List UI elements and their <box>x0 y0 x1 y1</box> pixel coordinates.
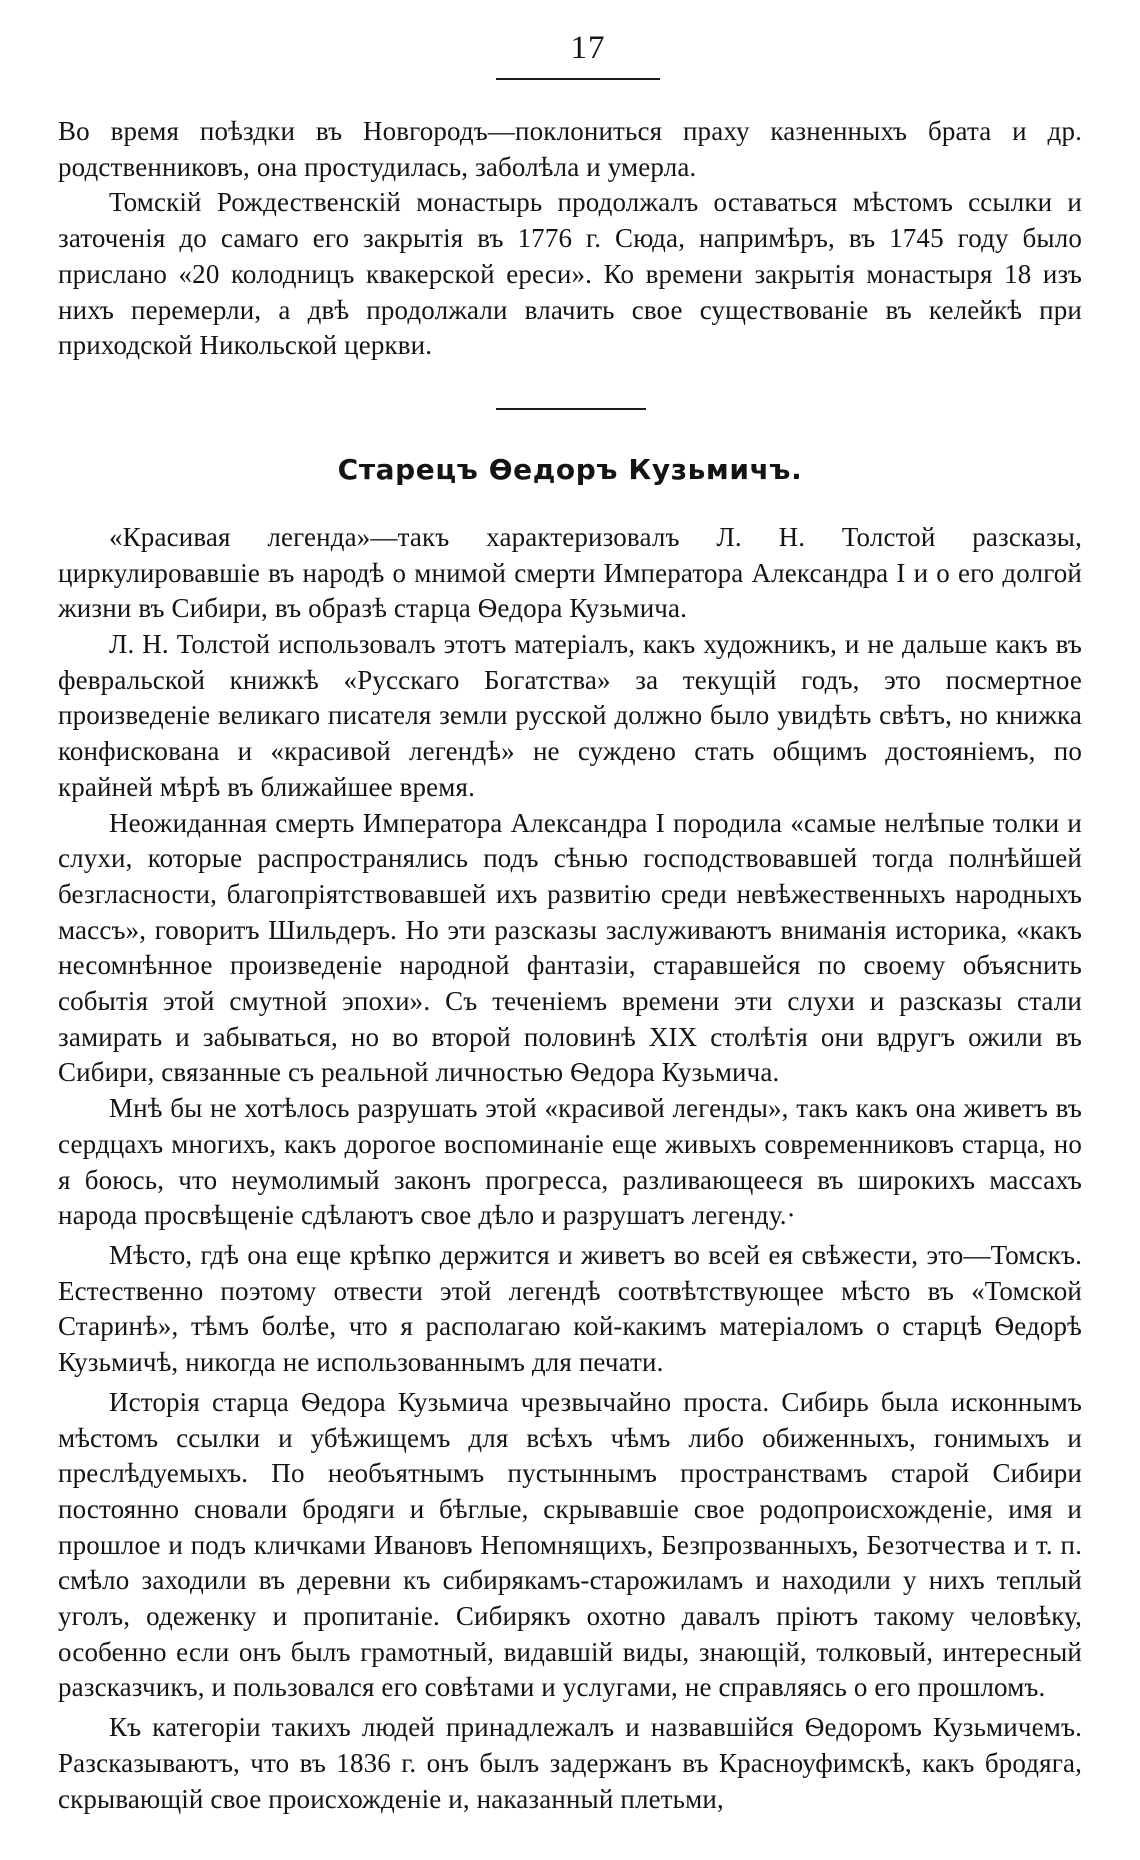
page-number: 17 <box>570 30 606 66</box>
paragraph: Л. Н. Толстой использовалъ этотъ матеріалъ, какъ художникъ, и не дальше какъ въ февральской книжкѣ «Русскаго Богатства» за текущій годъ, это посмертное произведеніе великаго писателя земли русской должно было увидѣть свѣтъ, но книжка конфискована и «красивой легендѣ» не суждено стать общимъ достояніемъ, по крайней мѣрѣ въ ближайшее время. <box>58 629 1082 802</box>
section-divider <box>496 408 646 410</box>
paragraph: Мѣсто, гдѣ она еще крѣпко держится и живетъ во всей ея свѣжести, это—Томскъ. Естественно поэтому отвести этой легендѣ соотвѣтствующее мѣсто въ «Томской Старинѣ», тѣмъ болѣе, что я располагаю кой-какимъ матеріаломъ о старцѣ Ѳедорѣ Кузьмичѣ, никогда не использованнымъ для печати. <box>58 1239 1082 1378</box>
paragraph: Къ категоріи такихъ людей принадлежалъ и назвавшійся Ѳедоромъ Кузьмичемъ. Разсказываютъ, что въ 1836 г. онъ былъ задержанъ въ Красноуфимскѣ, какъ бродяга, скрывающій свое происхожденіе и, наказанный плетьми, <box>58 1712 1082 1814</box>
paragraph: «Красивая легенда»—такъ характеризовалъ Л. Н. Толстой разсказы, циркулировавшіе въ народѣ о мнимой смерти Императора Александра I и о его долгой жизни въ Сибири, въ образѣ старца Ѳедора Кузьмича. <box>58 521 1082 624</box>
intro-block <box>58 114 1082 364</box>
document-page <box>58 26 1082 1817</box>
paragraph: Мнѣ бы не хотѣлось разрушать этой «красивой легенды», такъ какъ она живетъ въ сердцахъ многихъ, какъ дорогое воспоминаніе еще живыхъ современниковъ старца, но я боюсь, что неумолимый законъ прогресса, разливающееся въ широкихъ массахъ народа просвѣщеніе сдѣлаютъ свое дѣло и разрушатъ легенду.· <box>58 1093 1082 1231</box>
header-rule <box>496 78 660 80</box>
paragraph: Во время поѣздки въ Новгородъ—поклониться праху казненныхъ брата и др. родственниковъ, она простудилась, заболѣла и умерла. <box>58 116 1082 182</box>
section-title: Старецъ Ѳедоръ Кузьмичъ. <box>337 452 803 486</box>
section-body <box>58 520 1082 1817</box>
paragraph: Исторія старца Ѳедора Кузьмича чрезвычайно проста. Сибирь была исконнымъ мѣстомъ ссылки и убѣжищемъ для всѣхъ чѣмъ либо обиженныхъ, гонимыхъ и преслѣдуемыхъ. По необъятнымъ пустыннымъ пространствамъ старой Сибири постоянно сновали бродяги и бѣглые, скрывавшіе свое родопроисхожденіе, имя и прошлое и подъ кличками Ивановъ Непомнящихъ, Безпрозванныхъ, Безотчества и т. п. смѣло заходили въ деревни къ сибирякамъ-старожиламъ и находили у нихъ теплый уголъ, одеженку и пропитаніе. Сибирякъ охотно давалъ пріютъ такому человѣку, особенно если онъ былъ грамотный, видавшій виды, знающій, толковый, интересный разсказчикъ, и пользовался его совѣтами и услугами, не справляясь о его прошломъ. <box>58 1386 1082 1703</box>
paragraph: Неожиданная смерть Императора Александра I породила «самые нелѣпые толки и слухи, которые распространялись подъ сѣнью господствовавшей тогда полнѣйшей безгласности, благопріятствовавшей ихъ развитію среди невѣжественныхъ народныхъ массъ», говоритъ Шильдеръ. Но эти разсказы заслуживаютъ вниманія историка, «какъ несомнѣнное произведеніе народной фантазіи, старавшейся по своему объяснить событія этой смутной эпохи». Съ теченіемъ времени эти слухи и разсказы стали замирать и забываться, но во второй половинѣ XIX столѣтія они вдругъ ожили въ Сибири, связанные съ реальной личностью Ѳедора Кузьмича. <box>58 807 1082 1088</box>
paragraph: Томскій Рождественскій монастырь продолжалъ оставаться мѣстомъ ссылки и заточенія до самаго его закрытія въ 1776 г. Сюда, напримѣръ, въ 1745 году было прислано «20 колодницъ квакерской ереси». Ко времени закрытія монастыря 18 изъ нихъ перемерли, а двѣ продолжали влачить свое существованіе въ келейкѣ при приходской Никольской церкви. <box>58 187 1082 361</box>
